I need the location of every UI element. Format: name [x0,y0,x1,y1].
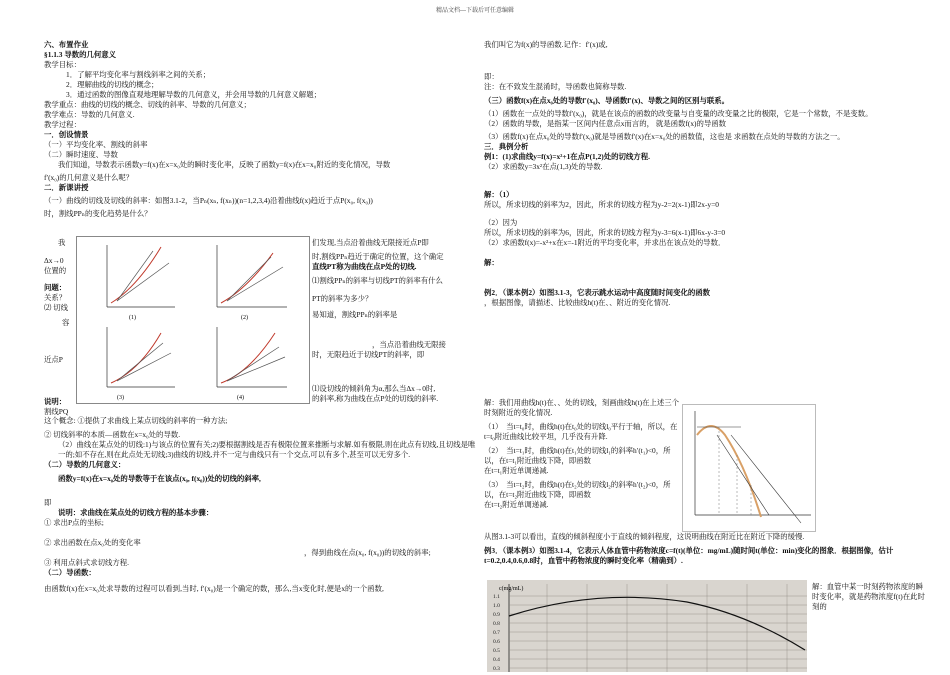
text-line: 由函数f(x)在x=x₀处求导数的过程可以看到,当时, f′(x₀)是一个确定的数，那么,当x变化时,便是x的一个函数, [44,583,384,593]
text-line: ，根据图像，请描述、比较曲线h(t)在、、附近的变化情况. [484,297,671,307]
text-line: ，得到曲线在点(x₀, f(x₀))的切线的斜率; [304,547,431,557]
text-line: 易知道，割线PPₙ的斜率是 [312,309,398,319]
figure-side-text [312,238,478,404]
side-text: 容 [62,318,70,327]
text-line: 即 [44,497,52,507]
chart-axis-label: c(mg/mL) [499,586,524,592]
text-line: 函数y=f(x)在x=x₀处的导数等于在该点(x₀, f(x₀))处的切线的斜率, [58,473,261,483]
graph-label: (2) [241,315,248,321]
tick-label: 0.6 [493,639,500,645]
section-heading: （三）函数f(x)在点x₀处的导数f′(x₀)、导函数f′(x)、导数之间的区别与联系。 [484,95,730,105]
text-line: 教学难点：导数的几何意义. [44,109,135,119]
text-line: 我们叫它为f(x)的导函数.记作：f′(x)或, [484,40,608,49]
text-line: 解：（1） [484,189,514,199]
tick-label: 0.7 [493,630,500,636]
text-line: 所以，所求切线的斜率为6，因此，所求的切线方程为y-3=6(x-1)即6x-y-3=0 [484,227,726,237]
graph-label: (4) [237,395,244,401]
example-line: 例3．（课本例3）如图3.1-4，它表示人体血管中药物浓度c=f(t)(单位：mg/mL)随时间t(单位：min)变化的图象．根据图像，估计t=0.2,0.4,0.6,0.8时，血管中药物浓度的瞬时变化率（精确到）. [484,545,894,565]
text-line: 教学重点：曲线的切线的概念、切线的斜率、导数的几何意义； [44,99,251,109]
section-heading: 三．典例分析 [484,141,529,151]
text-line: 时,割线PPₙ趋近于确定的位置，这个确定 [312,251,444,261]
text-line: 解：血管中某一时刻药物浓度的瞬时变化率，就是药物浓度f(t)在此时刻的 [812,582,925,611]
text-line: 说明：求曲线在某点处的切线方程的基本步骤： [58,507,214,517]
tick-label: 0.5 [493,648,500,654]
text-line: （2）求函数y=3x²在点(1,3)处的导数. [484,161,603,171]
text-line: 直线PT称为曲线在点P处的切线. [312,261,417,271]
side-text: ⑵ 切线 [44,303,69,312]
side-text: 我 [58,238,66,247]
text-line: 教学目标： [44,59,81,69]
text-line: （2）函数的导数，是指某一区间内任意点x而言的， 就是函数f(x)的导函数 [484,118,727,128]
tick-label: 0.4 [493,657,500,663]
tick-label: 1.0 [493,603,500,609]
text-line: 解： [484,257,499,267]
figure-svg [77,237,309,403]
text-line: 这个概念: ①提供了求曲线上某点切线的斜率的一种方法; [44,416,228,425]
tick-label: 0.3 [493,666,500,672]
lesson-title: §1.1.3 导数的几何意义 [44,49,117,59]
section-heading: （二）导函数： [44,567,96,577]
example-line: 例1：(1)求曲线y=f(x)=x²+1在点P(1,2)处的切线方程. [484,151,650,161]
tick-label: 0.8 [493,621,500,627]
text-line: 1．了解平均变化率与割线斜率之间的关系； [66,69,211,79]
text-line: 所以，所求切线的斜率为2，因此，所求的切线方程为y-2=2(x-1)即2x-y=0 [484,199,719,209]
text-line: （2）求函数f(x)=-x²+x在x=-1附近的平均变化率，并求出在该点处的导数． [484,237,726,247]
text-line: 在t=t₂附近单调递减. [484,499,549,509]
text-line: （3）函数f(x)在点x₀处的导数f′(x₀)就是导函数f′(x)在x=x₀处的函数值，这也是 求函数在点处的导数的方法之一。 [484,131,845,141]
text-line: ⑴割线PPₙ的斜率与切线PT的斜率有什么 [312,275,443,285]
section-heading: 六、布置作业 [44,40,89,49]
figure-svg [487,580,807,672]
section-heading: 二．新课讲授 [44,182,89,192]
side-text: 位置的 [44,266,67,275]
text-line: ，当点沿着曲线无限接 [372,339,446,349]
text-line: （1） 当t=t₀时，曲线h(t)在t₀处的切线l₀平行于轴，所以，在t=t₀附近曲线比较平坦，几乎没有升降. [484,421,678,441]
text-line: ⑴设切线的倾斜角为α,那么当Δx→0时, [312,383,436,393]
text-line: （2） 当t=t₁时，曲线h(t)在t₁处的切线l₁的斜率h′(t₁)<0，所以，在t=t₁附近曲线下降，即函数 [484,445,671,465]
figure-drug-concentration [487,580,807,672]
text-line: ② 求出函数在点x₀处的变化率 [44,537,141,547]
text-line: 2．理解曲线的切线的概念； [66,79,159,89]
text-line: （二）瞬时速度、导数 [44,149,118,159]
right-column [484,40,924,308]
figure-height-time [682,404,816,532]
section-heading: 一．创设情景 [44,129,89,139]
graph-label: (1) [129,315,136,321]
graph-3 [107,327,175,401]
section-heading: （二）导数的几何意义： [44,459,126,469]
left-column [44,40,476,219]
text-line: f′(x₀)的几何意义是什么呢？ [44,172,134,182]
text-line: 从图3.1-3可以看出，直线的倾斜程度小于直线的倾斜程度，这说明曲线在附近比在附近下降的缓慢. [484,532,805,541]
figure-svg [683,405,815,531]
text-line: （2）曲线在某点处的切线:1)与该点的位置有关;2)要根据割线是否有极限位置来推断与求解.如有极限,则在此点有切线,且切线是唯一的;如不存在,则在此点处无切线;3)曲线的切线,并不一定与曲线只有一个交点,可以有多个,甚至可以无穷多个. [58,439,476,459]
tick-label: 0.9 [493,612,500,618]
text-line: 我们知道，导数表示函数y=f(x)在x=x₀处的瞬时变化率，反映了函数y=f(x)在x=x₀附近的变化情况，导数 [58,159,391,169]
text-line: ③ 利用点斜式求切线方程. [44,557,129,567]
right-bottom [484,532,924,566]
text-line: 解：我们用曲线h(t)在、、处的切线，刻画曲线h(t)在上述三个时刻附近的变化情况. [484,398,680,417]
side-text: Δx→0 [44,256,64,265]
right-example2 [484,398,680,510]
side-text: 近点P [44,355,63,364]
graph-label: (3) [117,395,124,401]
text-line: 在t=t₁附近单调递减. [484,465,549,475]
graph-4 [217,327,287,401]
text-line: （一）曲线的切线及切线的斜率：如图3.1-2，当Pₙ(xₙ, f(xₙ))(n=1,2,3,4)沿着曲线f(x)趋近于点P(x₀, f(x₀)) [44,195,373,205]
text-line: 时，割线PPₙ的变化趋势是什么？ [44,208,152,218]
text-line: 注：在不致发生混淆时，导函数也简称导数. [484,81,627,91]
text-line: 即： [484,71,499,81]
text-line: 们发现,当点沿着曲线无限接近点P即 [312,238,429,247]
side-text: 关系？ [44,293,67,302]
text-line: ② 切线斜率的本质—函数在x=x₀处的导数. [44,429,181,439]
text-line: 教学过程： [44,119,81,129]
text-line: 时，无限趋近于切线PT的斜率，即 [312,349,425,359]
text-line: ① 求出P点的坐标; [44,517,104,527]
text-line: 的斜率,称为曲线在点P处的切线的斜率. [312,393,439,403]
right-answer [812,582,928,612]
text-line: （1）函数在一点处的导数f′(x₀)，就是在该点的函数的改变量与自变量的改变量之比的极限，它是一个常数，不是变数。 [484,108,873,118]
text-line: （3） 当t=t₂时，曲线h(t)在t₂处的切线l₂的斜率h′(t₂)<0，所以，在t=t₂附近曲线下降，即函数 [484,479,671,499]
text-line: PT的斜率为多少？ [312,293,373,303]
tick-label: 1.1 [493,594,500,600]
text-line: （2）因为 [484,217,518,227]
page-header: 精品文档---下载后可任意编辑 [436,8,514,14]
text-line: 3．通过函数的图像直观地理解导数的几何意义，并会用导数的几何意义解题； [66,89,321,99]
concentration-curve [509,597,805,650]
example-line: 例2．（课本例2）如图3.1-3，它表示跳水运动中高度随时间变化的函数 [484,287,711,297]
side-text: 问题： [44,283,67,292]
side-text: 说明： [44,397,67,406]
figure-secant-lines [76,236,310,404]
left-bottom [44,416,476,594]
text-line: （一）平均变化率、割线的斜率 [44,139,148,149]
graph-2 [217,245,287,321]
graph-1 [107,245,175,321]
side-text: 割线PQ [44,407,69,416]
